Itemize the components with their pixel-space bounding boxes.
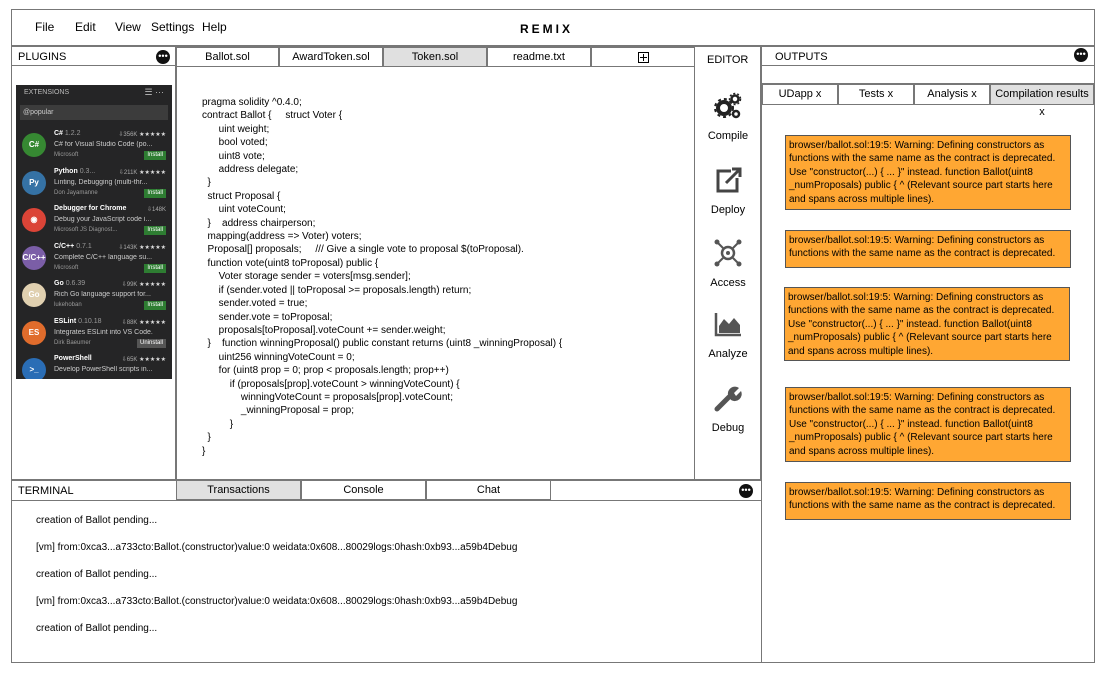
code-line: proposals[toProposal].voteCount += sender.weight;: [202, 324, 446, 336]
extensions-header: EXTENSIONS: [24, 89, 70, 96]
code-line: }: [202, 418, 234, 430]
menu-file[interactable]: File: [35, 20, 55, 34]
tab-chat[interactable]: Chat: [426, 480, 551, 500]
extension-desc: Complete C/C++ language su...: [54, 254, 153, 261]
extension-name: C/C++ 0.7.1: [54, 243, 92, 250]
code-line: } address chairperson;: [202, 217, 316, 229]
nav-title: EDITOR: [707, 54, 749, 66]
extension-logo-icon: Py: [22, 171, 46, 195]
tab-token-sol[interactable]: Token.sol: [383, 47, 487, 67]
external-link-icon: [713, 165, 743, 195]
extension-desc: Rich Go language support for...: [54, 291, 151, 298]
extension-logo-icon: C/C++: [22, 246, 46, 270]
extension-desc: Linting, Debugging (multi-thr...: [54, 179, 148, 186]
code-line: sender.voted = true;: [202, 298, 308, 310]
warning-message: browser/ballot.sol:19:5: Warning: Defining constructors as functions with the same name as the contract is deprecated. Use "constructor(...) { ... }" instead. function Ballot(uint8 _numProposals) public { ^ (Relevant source part starts here and spans across multiple lines).: [785, 135, 1071, 210]
nav-deploy[interactable]: [697, 165, 759, 216]
warning-message: browser/ballot.sol:19:5: Warning: Defining constructors as functions with the same name as the contract is deprecated. Use "constructor(...) { ... }" instead. function Ballot(uint8 _numProposals) public { ^ (Relevant source part starts here and spans across multiple lines).: [784, 287, 1070, 361]
extensions-search-input[interactable]: @popular: [20, 105, 168, 120]
code-line: if (sender.voted || toProposal >= proposals.length) return;: [202, 284, 472, 296]
code-line: uint voteCount;: [202, 204, 286, 216]
extension-item[interactable]: [16, 317, 172, 354]
tab-compilation-results[interactable]: Compilation results x: [990, 84, 1094, 105]
tab-transactions[interactable]: Transactions: [176, 480, 301, 500]
extension-logo-icon: C#: [22, 133, 46, 157]
extension-logo-icon: ◉: [22, 208, 46, 232]
extension-logo-icon: Go: [22, 283, 46, 307]
tab-console[interactable]: Console: [301, 480, 426, 500]
extension-publisher: Microsoft JS Diagnost...: [54, 227, 118, 233]
menu-view[interactable]: View: [115, 20, 141, 34]
nav-access-label: Access: [710, 277, 746, 289]
code-line: sender.vote = toProposal;: [202, 311, 333, 323]
extension-rating: ⇩99K ★★★★★: [121, 282, 166, 288]
code-line: contract Ballot { struct Voter {: [202, 110, 343, 122]
warning-message: browser/ballot.sol:19:5: Warning: Defining constructors as functions with the same name as the contract is deprecated.: [785, 482, 1071, 520]
extension-rating: ⇩148K: [146, 207, 166, 213]
code-line: }: [202, 432, 211, 444]
extension-rating: ⇩88K ★★★★★: [121, 320, 166, 326]
extension-publisher: Microsoft: [54, 152, 79, 158]
code-line: if (proposals[prop].voteCount > winningVoteCount) {: [202, 378, 460, 390]
extension-item[interactable]: [16, 354, 172, 379]
code-line: mapping(address => Voter) voters;: [202, 231, 362, 243]
extension-desc: C# for Visual Studio Code (po...: [54, 141, 153, 148]
code-line: address delegate;: [202, 164, 299, 176]
warning-message: browser/ballot.sol:19:5: Warning: Defining constructors as functions with the same name as the contract is deprecated. Use "constructor(...) { ... }" instead. function Ballot(uint8 _numProposals) public { ^ (Relevant source part starts here and spans across multiple lines).: [785, 387, 1071, 462]
nav-debug-label: Debug: [711, 422, 745, 434]
plugins-title: PLUGINS: [18, 51, 67, 63]
extension-install-button[interactable]: Uninstall: [137, 339, 166, 348]
tab-analysis[interactable]: Analysis x: [914, 84, 990, 105]
tab-ballot-sol[interactable]: Ballot.sol: [176, 47, 279, 67]
extension-publisher: Dirk Baeumer: [54, 340, 91, 346]
extensions-filter-icon[interactable]: ☰ ···: [144, 87, 164, 97]
area-chart-icon: [713, 309, 743, 339]
app-title: REMIX: [520, 22, 574, 36]
extension-logo-icon: ES: [22, 321, 46, 345]
code-line: function vote(uint8 toProposal) public {: [202, 257, 379, 269]
wrench-icon: [713, 383, 743, 413]
outputs-title: OUTPUTS: [775, 51, 828, 63]
nav-deploy-label: Deploy: [710, 204, 746, 216]
terminal-line: creation of Ballot pending...: [36, 623, 158, 634]
network-icon: [713, 238, 743, 268]
tab-udapp[interactable]: UDapp x: [762, 84, 838, 105]
extension-name: C# 1.2.2: [54, 130, 81, 137]
nav-compile[interactable]: [697, 91, 759, 142]
tab-awardtoken-sol[interactable]: AwardToken.sol: [279, 47, 383, 67]
extension-name: ESLint 0.10.18: [54, 318, 102, 325]
code-line: winningVoteCount = proposals[prop].voteCount;: [202, 391, 453, 403]
terminal-line: creation of Ballot pending...: [36, 569, 158, 580]
code-line: uint8 vote;: [202, 150, 265, 162]
code-line: _winningProposal = prop;: [202, 405, 355, 417]
extension-desc: Develop PowerShell scripts in...: [54, 366, 153, 373]
extension-item[interactable]: [16, 167, 172, 204]
outputs-spacer: [761, 66, 1095, 84]
terminal-more-icon[interactable]: •••: [739, 484, 753, 498]
terminal-title: TERMINAL: [18, 485, 74, 497]
extension-name: Debugger for Chrome: [54, 205, 127, 212]
extension-install-button[interactable]: Install: [144, 189, 166, 198]
code-line: uint weight;: [202, 123, 270, 135]
extension-item[interactable]: [16, 129, 172, 166]
tab-readme-txt[interactable]: readme.txt: [487, 47, 591, 67]
gears-icon: [713, 91, 743, 121]
extension-name: Go 0.6.39: [54, 280, 86, 287]
extension-install-button[interactable]: Install: [144, 151, 166, 160]
code-line: }: [202, 177, 211, 189]
menu-edit[interactable]: Edit: [75, 20, 96, 34]
warning-message: browser/ballot.sol:19:5: Warning: Defining constructors as functions with the same name as the contract is deprecated.: [785, 230, 1071, 268]
code-line: }: [202, 445, 206, 457]
code-line: Voter storage sender = voters[msg.sender];: [202, 271, 411, 283]
extension-install-button[interactable]: Install: [144, 301, 166, 310]
outputs-more-icon[interactable]: •••: [1074, 48, 1088, 62]
extension-name: Python 0.3...: [54, 168, 96, 175]
terminal-line[interactable]: [vm] from:0xca3...a733cto:Ballot.(constructor)value:0 weidata:0x608...80029logs:0hash:0xb93...a59b4Debug: [36, 542, 518, 553]
extensions-panel: [16, 85, 172, 379]
code-line: struct Proposal {: [202, 190, 281, 202]
extension-rating: ⇩211K ★★★★★: [118, 170, 166, 176]
extension-item[interactable]: [16, 279, 172, 316]
plugins-more-icon[interactable]: •••: [156, 50, 170, 64]
code-line: uint256 winningVoteCount = 0;: [202, 351, 355, 363]
add-tab-button[interactable]: [591, 47, 695, 67]
extension-item[interactable]: [16, 242, 172, 279]
extension-install-button[interactable]: Install: [144, 226, 166, 235]
menu-help[interactable]: Help: [202, 20, 227, 34]
nav-compile-label: Compile: [707, 130, 749, 142]
terminal-line: creation of Ballot pending...: [36, 515, 158, 526]
extension-rating: ⇩65K ★★★★★: [121, 357, 166, 363]
code-line: Proposal[] proposals; /// Give a single vote to proposal $(toProposal).: [202, 244, 524, 256]
extension-publisher: lukehoban: [54, 302, 82, 308]
extension-logo-icon: >_: [22, 358, 46, 379]
code-editor[interactable]: [202, 96, 562, 458]
extension-rating: ⇩356K ★★★★★: [118, 132, 166, 138]
extension-rating: ⇩143K ★★★★★: [118, 245, 166, 251]
menu-settings[interactable]: Settings: [151, 20, 195, 34]
code-line: bool voted;: [202, 137, 268, 149]
terminal-line[interactable]: [vm] from:0xca3...a733cto:Ballot.(constructor)value:0 weidata:0x608...80029logs:0hash:0xb93...a59b4Debug: [36, 596, 518, 607]
nav-analyze-label: Analyze: [708, 348, 748, 360]
nav-analyze[interactable]: [697, 309, 759, 360]
extension-desc: Integrates ESLint into VS Code.: [54, 329, 153, 336]
tab-tests[interactable]: Tests x: [838, 84, 914, 105]
extension-publisher: Microsoft: [54, 265, 79, 271]
nav-debug[interactable]: [697, 383, 759, 434]
nav-access[interactable]: [697, 238, 759, 289]
extension-install-button[interactable]: Install: [144, 264, 166, 273]
extension-item[interactable]: [16, 204, 172, 241]
code-line: pragma solidity ^0.4.0;: [202, 97, 302, 108]
code-line: for (uint8 prop = 0; prop < proposals.length; prop++): [202, 365, 449, 377]
extension-desc: Debug your JavaScript code i...: [54, 216, 152, 223]
plus-square-icon: [638, 52, 649, 63]
code-line: } function winningProposal() public constant returns (uint8 _winningProposal) {: [202, 338, 563, 350]
extension-publisher: Don Jayamanne: [54, 190, 98, 196]
extension-name: PowerShell: [54, 355, 92, 362]
